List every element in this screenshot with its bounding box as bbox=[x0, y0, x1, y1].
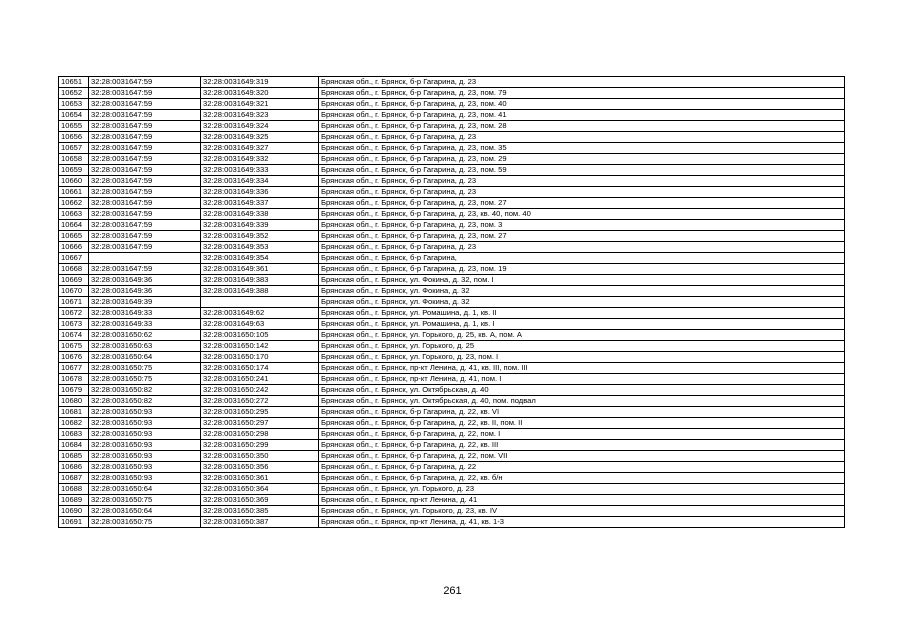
cadastral-table bbox=[58, 76, 845, 528]
parent-cadastral-number-cell: 32:28:0031649:36 bbox=[89, 275, 201, 286]
table-row bbox=[59, 264, 845, 275]
object-cadastral-number-cell: 32:28:0031650:142 bbox=[201, 341, 319, 352]
address-cell: Брянская обл., г. Брянск, ул. Ромашина, д. 1, кв. II bbox=[319, 308, 845, 319]
parent-cadastral-number-cell: 32:28:0031650:93 bbox=[89, 418, 201, 429]
row-number-cell: 10656 bbox=[59, 132, 89, 143]
table-row bbox=[59, 517, 845, 528]
address-cell: Брянская обл., г. Брянск, б-р Гагарина, д. 23, пом. 41 bbox=[319, 110, 845, 121]
object-cadastral-number-cell: 32:28:0031650:242 bbox=[201, 385, 319, 396]
parent-cadastral-number-cell: 32:28:0031647:59 bbox=[89, 88, 201, 99]
row-number-cell: 10655 bbox=[59, 121, 89, 132]
object-cadastral-number-cell: 32:28:0031649:332 bbox=[201, 154, 319, 165]
row-number-cell: 10664 bbox=[59, 220, 89, 231]
object-cadastral-number-cell: 32:28:0031650:361 bbox=[201, 473, 319, 484]
table-row bbox=[59, 209, 845, 220]
object-cadastral-number-cell: 32:28:0031649:383 bbox=[201, 275, 319, 286]
object-cadastral-number-cell: 32:28:0031650:385 bbox=[201, 506, 319, 517]
parent-cadastral-number-cell: 32:28:0031650:93 bbox=[89, 473, 201, 484]
parent-cadastral-number-cell: 32:28:0031647:59 bbox=[89, 198, 201, 209]
object-cadastral-number-cell: 32:28:0031649:339 bbox=[201, 220, 319, 231]
row-number-cell: 10681 bbox=[59, 407, 89, 418]
row-number-cell: 10669 bbox=[59, 275, 89, 286]
table-row bbox=[59, 473, 845, 484]
table-row bbox=[59, 484, 845, 495]
row-number-cell: 10675 bbox=[59, 341, 89, 352]
address-cell: Брянская обл., г. Брянск, пр-кт Ленина, д. 41 bbox=[319, 495, 845, 506]
parent-cadastral-number-cell: 32:28:0031650:75 bbox=[89, 374, 201, 385]
parent-cadastral-number-cell: 32:28:0031647:59 bbox=[89, 99, 201, 110]
table-row bbox=[59, 242, 845, 253]
object-cadastral-number-cell: 32:28:0031649:63 bbox=[201, 319, 319, 330]
table-row bbox=[59, 88, 845, 99]
parent-cadastral-number-cell: 32:28:0031650:93 bbox=[89, 429, 201, 440]
object-cadastral-number-cell: 32:28:0031649:321 bbox=[201, 99, 319, 110]
address-cell: Брянская обл., г. Брянск, ул. Горького, д. 23 bbox=[319, 484, 845, 495]
table-row bbox=[59, 187, 845, 198]
parent-cadastral-number-cell: 32:28:0031647:59 bbox=[89, 220, 201, 231]
table-row bbox=[59, 462, 845, 473]
table-row bbox=[59, 418, 845, 429]
parent-cadastral-number-cell: 32:28:0031647:59 bbox=[89, 231, 201, 242]
table-row bbox=[59, 396, 845, 407]
address-cell: Брянская обл., г. Брянск, б-р Гагарина, д. 22, кв. б/н bbox=[319, 473, 845, 484]
parent-cadastral-number-cell: 32:28:0031650:82 bbox=[89, 396, 201, 407]
row-number-cell: 10659 bbox=[59, 165, 89, 176]
parent-cadastral-number-cell: 32:28:0031650:62 bbox=[89, 330, 201, 341]
table-row bbox=[59, 407, 845, 418]
parent-cadastral-number-cell: 32:28:0031647:59 bbox=[89, 77, 201, 88]
table-row bbox=[59, 495, 845, 506]
table-row bbox=[59, 286, 845, 297]
object-cadastral-number-cell: 32:28:0031650:299 bbox=[201, 440, 319, 451]
table-row bbox=[59, 77, 845, 88]
object-cadastral-number-cell: 32:28:0031650:297 bbox=[201, 418, 319, 429]
parent-cadastral-number-cell: 32:28:0031650:75 bbox=[89, 363, 201, 374]
parent-cadastral-number-cell: 32:28:0031650:93 bbox=[89, 440, 201, 451]
row-number-cell: 10688 bbox=[59, 484, 89, 495]
object-cadastral-number-cell: 32:28:0031649:319 bbox=[201, 77, 319, 88]
row-number-cell: 10668 bbox=[59, 264, 89, 275]
row-number-cell: 10665 bbox=[59, 231, 89, 242]
row-number-cell: 10684 bbox=[59, 440, 89, 451]
address-cell: Брянская обл., г. Брянск, б-р Гагарина, д. 22 bbox=[319, 462, 845, 473]
parent-cadastral-number-cell: 32:28:0031650:82 bbox=[89, 385, 201, 396]
row-number-cell: 10674 bbox=[59, 330, 89, 341]
parent-cadastral-number-cell: 32:28:0031650:64 bbox=[89, 352, 201, 363]
object-cadastral-number-cell: 32:28:0031649:334 bbox=[201, 176, 319, 187]
address-cell: Брянская обл., г. Брянск, б-р Гагарина, д. 23, пом. 3 bbox=[319, 220, 845, 231]
parent-cadastral-number-cell: 32:28:0031647:59 bbox=[89, 165, 201, 176]
row-number-cell: 10680 bbox=[59, 396, 89, 407]
table-row bbox=[59, 176, 845, 187]
parent-cadastral-number-cell: 32:28:0031647:59 bbox=[89, 154, 201, 165]
table-row bbox=[59, 253, 845, 264]
object-cadastral-number-cell: 32:28:0031650:350 bbox=[201, 451, 319, 462]
address-cell: Брянская обл., г. Брянск, ул. Фокина, д. 32, пом. I bbox=[319, 275, 845, 286]
address-cell: Брянская обл., г. Брянск, б-р Гагарина, д. 23 bbox=[319, 176, 845, 187]
table-row bbox=[59, 341, 845, 352]
parent-cadastral-number-cell: 32:28:0031650:63 bbox=[89, 341, 201, 352]
parent-cadastral-number-cell: 32:28:0031647:59 bbox=[89, 121, 201, 132]
object-cadastral-number-cell: 32:28:0031650:387 bbox=[201, 517, 319, 528]
address-cell: Брянская обл., г. Брянск, ул. Горького, д. 23, кв. IV bbox=[319, 506, 845, 517]
address-cell: Брянская обл., г. Брянск, ул. Октябрьская, д. 40, пом. подвал bbox=[319, 396, 845, 407]
table-row bbox=[59, 143, 845, 154]
row-number-cell: 10685 bbox=[59, 451, 89, 462]
address-cell: Брянская обл., г. Брянск, ул. Горького, д. 25, кв. А, пом. А bbox=[319, 330, 845, 341]
object-cadastral-number-cell: 32:28:0031649:354 bbox=[201, 253, 319, 264]
table-row bbox=[59, 319, 845, 330]
table-row bbox=[59, 451, 845, 462]
address-cell: Брянская обл., г. Брянск, б-р Гагарина, д. 22, кв. VI bbox=[319, 407, 845, 418]
object-cadastral-number-cell: 32:28:0031650:272 bbox=[201, 396, 319, 407]
object-cadastral-number-cell: 32:28:0031649:323 bbox=[201, 110, 319, 121]
parent-cadastral-number-cell: 32:28:0031650:75 bbox=[89, 517, 201, 528]
address-cell: Брянская обл., г. Брянск, б-р Гагарина, д. 23, пом. 59 bbox=[319, 165, 845, 176]
address-cell: Брянская обл., г. Брянск, б-р Гагарина, д. 22, кв. II, пом. II bbox=[319, 418, 845, 429]
object-cadastral-number-cell: 32:28:0031649:320 bbox=[201, 88, 319, 99]
address-cell: Брянская обл., г. Брянск, б-р Гагарина, д. 23, пом. 35 bbox=[319, 143, 845, 154]
address-cell: Брянская обл., г. Брянск, б-р Гагарина, д. 23, пом. 27 bbox=[319, 231, 845, 242]
row-number-cell: 10673 bbox=[59, 319, 89, 330]
row-number-cell: 10667 bbox=[59, 253, 89, 264]
table-row bbox=[59, 154, 845, 165]
row-number-cell: 10657 bbox=[59, 143, 89, 154]
parent-cadastral-number-cell bbox=[89, 253, 201, 264]
row-number-cell: 10683 bbox=[59, 429, 89, 440]
address-cell: Брянская обл., г. Брянск, б-р Гагарина, д. 22, пом. I bbox=[319, 429, 845, 440]
row-number-cell: 10679 bbox=[59, 385, 89, 396]
row-number-cell: 10663 bbox=[59, 209, 89, 220]
address-cell: Брянская обл., г. Брянск, б-р Гагарина, д. 23, пом. 29 bbox=[319, 154, 845, 165]
object-cadastral-number-cell: 32:28:0031650:369 bbox=[201, 495, 319, 506]
parent-cadastral-number-cell: 32:28:0031647:59 bbox=[89, 143, 201, 154]
object-cadastral-number-cell bbox=[201, 297, 319, 308]
address-cell: Брянская обл., г. Брянск, б-р Гагарина, д. 23 bbox=[319, 187, 845, 198]
table-row bbox=[59, 440, 845, 451]
table-row bbox=[59, 506, 845, 517]
object-cadastral-number-cell: 32:28:0031650:105 bbox=[201, 330, 319, 341]
object-cadastral-number-cell: 32:28:0031649:352 bbox=[201, 231, 319, 242]
address-cell: Брянская обл., г. Брянск, пр-кт Ленина, д. 41, кв. III, пом. III bbox=[319, 363, 845, 374]
row-number-cell: 10661 bbox=[59, 187, 89, 198]
address-cell: Брянская обл., г. Брянск, б-р Гагарина, д. 23 bbox=[319, 132, 845, 143]
address-cell: Брянская обл., г. Брянск, б-р Гагарина, д. 23, пом. 19 bbox=[319, 264, 845, 275]
row-number-cell: 10666 bbox=[59, 242, 89, 253]
row-number-cell: 10662 bbox=[59, 198, 89, 209]
row-number-cell: 10651 bbox=[59, 77, 89, 88]
row-number-cell: 10689 bbox=[59, 495, 89, 506]
table-row bbox=[59, 132, 845, 143]
parent-cadastral-number-cell: 32:28:0031650:93 bbox=[89, 462, 201, 473]
address-cell: Брянская обл., г. Брянск, ул. Ромашина, д. 1, кв. I bbox=[319, 319, 845, 330]
table-row bbox=[59, 275, 845, 286]
object-cadastral-number-cell: 32:28:0031649:337 bbox=[201, 198, 319, 209]
address-cell: Брянская обл., г. Брянск, ул. Фокина, д. 32 bbox=[319, 297, 845, 308]
address-cell: Брянская обл., г. Брянск, б-р Гагарина, д. 22, кв. III bbox=[319, 440, 845, 451]
row-number-cell: 10671 bbox=[59, 297, 89, 308]
address-cell: Брянская обл., г. Брянск, б-р Гагарина, д. 23, пом. 28 bbox=[319, 121, 845, 132]
cadastral-table-body bbox=[59, 77, 845, 528]
object-cadastral-number-cell: 32:28:0031649:353 bbox=[201, 242, 319, 253]
address-cell: Брянская обл., г. Брянск, ул. Октябрьская, д. 40 bbox=[319, 385, 845, 396]
object-cadastral-number-cell: 32:28:0031649:338 bbox=[201, 209, 319, 220]
table-row bbox=[59, 352, 845, 363]
address-cell: Брянская обл., г. Брянск, б-р Гагарина, д. 23, пом. 27 bbox=[319, 198, 845, 209]
address-cell: Брянская обл., г. Брянск, пр-кт Ленина, д. 41, кв. 1-3 bbox=[319, 517, 845, 528]
object-cadastral-number-cell: 32:28:0031650:174 bbox=[201, 363, 319, 374]
table-row bbox=[59, 220, 845, 231]
object-cadastral-number-cell: 32:28:0031650:170 bbox=[201, 352, 319, 363]
row-number-cell: 10676 bbox=[59, 352, 89, 363]
row-number-cell: 10654 bbox=[59, 110, 89, 121]
object-cadastral-number-cell: 32:28:0031650:295 bbox=[201, 407, 319, 418]
table-row bbox=[59, 231, 845, 242]
address-cell: Брянская обл., г. Брянск, б-р Гагарина, д. 23 bbox=[319, 242, 845, 253]
table-row bbox=[59, 121, 845, 132]
parent-cadastral-number-cell: 32:28:0031647:59 bbox=[89, 110, 201, 121]
object-cadastral-number-cell: 32:28:0031649:361 bbox=[201, 264, 319, 275]
table-row bbox=[59, 297, 845, 308]
parent-cadastral-number-cell: 32:28:0031647:59 bbox=[89, 209, 201, 220]
table-row bbox=[59, 385, 845, 396]
object-cadastral-number-cell: 32:28:0031650:356 bbox=[201, 462, 319, 473]
row-number-cell: 10687 bbox=[59, 473, 89, 484]
address-cell: Брянская обл., г. Брянск, ул. Горького, д. 23, пом. I bbox=[319, 352, 845, 363]
parent-cadastral-number-cell: 32:28:0031650:75 bbox=[89, 495, 201, 506]
table-row bbox=[59, 429, 845, 440]
object-cadastral-number-cell: 32:28:0031649:325 bbox=[201, 132, 319, 143]
parent-cadastral-number-cell: 32:28:0031649:39 bbox=[89, 297, 201, 308]
object-cadastral-number-cell: 32:28:0031649:324 bbox=[201, 121, 319, 132]
table-row bbox=[59, 110, 845, 121]
row-number-cell: 10660 bbox=[59, 176, 89, 187]
table-row bbox=[59, 308, 845, 319]
address-cell: Брянская обл., г. Брянск, б-р Гагарина, д. 22, пом. VII bbox=[319, 451, 845, 462]
object-cadastral-number-cell: 32:28:0031649:62 bbox=[201, 308, 319, 319]
row-number-cell: 10677 bbox=[59, 363, 89, 374]
address-cell: Брянская обл., г. Брянск, б-р Гагарина, bbox=[319, 253, 845, 264]
address-cell: Брянская обл., г. Брянск, ул. Горького, д. 25 bbox=[319, 341, 845, 352]
object-cadastral-number-cell: 32:28:0031650:364 bbox=[201, 484, 319, 495]
object-cadastral-number-cell: 32:28:0031649:388 bbox=[201, 286, 319, 297]
row-number-cell: 10652 bbox=[59, 88, 89, 99]
parent-cadastral-number-cell: 32:28:0031649:33 bbox=[89, 319, 201, 330]
parent-cadastral-number-cell: 32:28:0031647:59 bbox=[89, 242, 201, 253]
object-cadastral-number-cell: 32:28:0031650:241 bbox=[201, 374, 319, 385]
row-number-cell: 10672 bbox=[59, 308, 89, 319]
parent-cadastral-number-cell: 32:28:0031650:93 bbox=[89, 407, 201, 418]
row-number-cell: 10653 bbox=[59, 99, 89, 110]
parent-cadastral-number-cell: 32:28:0031650:64 bbox=[89, 484, 201, 495]
table-row bbox=[59, 165, 845, 176]
address-cell: Брянская обл., г. Брянск, пр-кт Ленина, д. 41, пом. I bbox=[319, 374, 845, 385]
row-number-cell: 10690 bbox=[59, 506, 89, 517]
address-cell: Брянская обл., г. Брянск, б-р Гагарина, д. 23, кв. 40, пом. 40 bbox=[319, 209, 845, 220]
table-row bbox=[59, 363, 845, 374]
row-number-cell: 10670 bbox=[59, 286, 89, 297]
row-number-cell: 10691 bbox=[59, 517, 89, 528]
parent-cadastral-number-cell: 32:28:0031649:36 bbox=[89, 286, 201, 297]
object-cadastral-number-cell: 32:28:0031650:298 bbox=[201, 429, 319, 440]
address-cell: Брянская обл., г. Брянск, ул. Фокина, д. 32 bbox=[319, 286, 845, 297]
address-cell: Брянская обл., г. Брянск, б-р Гагарина, д. 23, пом. 79 bbox=[319, 88, 845, 99]
parent-cadastral-number-cell: 32:28:0031647:59 bbox=[89, 176, 201, 187]
table-row bbox=[59, 198, 845, 209]
parent-cadastral-number-cell: 32:28:0031650:64 bbox=[89, 506, 201, 517]
page-number: 261 bbox=[443, 585, 462, 597]
table-row bbox=[59, 99, 845, 110]
object-cadastral-number-cell: 32:28:0031649:336 bbox=[201, 187, 319, 198]
row-number-cell: 10658 bbox=[59, 154, 89, 165]
object-cadastral-number-cell: 32:28:0031649:333 bbox=[201, 165, 319, 176]
parent-cadastral-number-cell: 32:28:0031647:59 bbox=[89, 132, 201, 143]
object-cadastral-number-cell: 32:28:0031649:327 bbox=[201, 143, 319, 154]
address-cell: Брянская обл., г. Брянск, б-р Гагарина, д. 23, пом. 40 bbox=[319, 99, 845, 110]
parent-cadastral-number-cell: 32:28:0031647:59 bbox=[89, 264, 201, 275]
parent-cadastral-number-cell: 32:28:0031650:93 bbox=[89, 451, 201, 462]
parent-cadastral-number-cell: 32:28:0031649:33 bbox=[89, 308, 201, 319]
row-number-cell: 10686 bbox=[59, 462, 89, 473]
address-cell: Брянская обл., г. Брянск, б-р Гагарина, д. 23 bbox=[319, 77, 845, 88]
row-number-cell: 10682 bbox=[59, 418, 89, 429]
row-number-cell: 10678 bbox=[59, 374, 89, 385]
parent-cadastral-number-cell: 32:28:0031647:59 bbox=[89, 187, 201, 198]
table-row bbox=[59, 330, 845, 341]
table-row bbox=[59, 374, 845, 385]
